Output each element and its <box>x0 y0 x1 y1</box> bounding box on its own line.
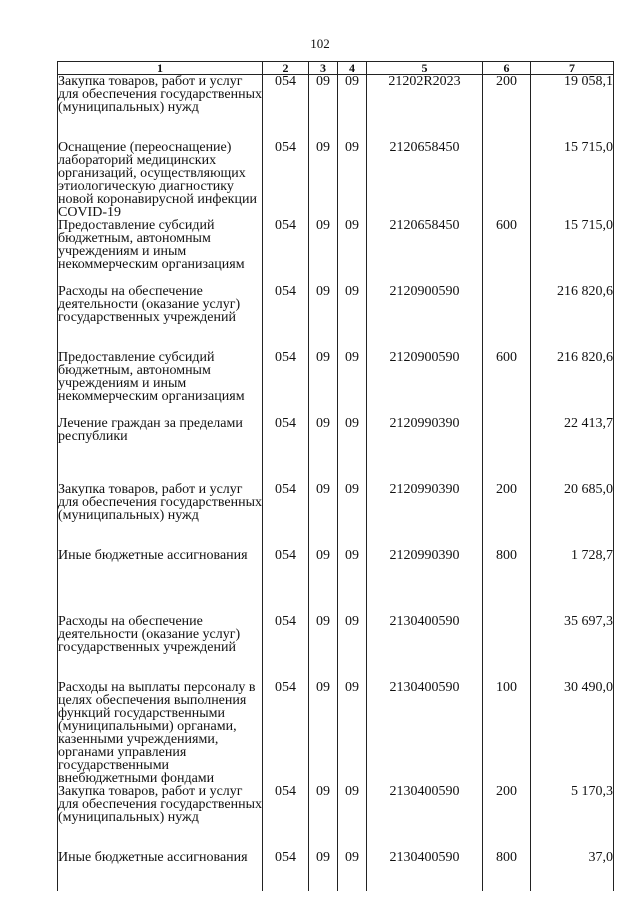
target-article-code: 2130400590 <box>367 681 483 785</box>
ministry-code: 054 <box>263 285 309 351</box>
target-article-code: 2120900590 <box>367 285 483 351</box>
target-article-code: 2130400590 <box>367 785 483 851</box>
column-header-7: 7 <box>531 62 614 75</box>
amount: 5 170,3 <box>531 785 614 851</box>
ministry-code: 054 <box>263 785 309 851</box>
subsection-code: 09 <box>338 851 367 891</box>
target-article-code: 2120658450 <box>367 141 483 219</box>
column-header-2: 2 <box>263 62 309 75</box>
page-number: 102 <box>310 36 330 51</box>
table-row <box>58 219 614 285</box>
row-name: Расходы на обеспечение деятельности (оказание услуг) государственных учреждений <box>58 285 263 351</box>
table-row <box>58 285 614 351</box>
row-name: Расходы на выплаты персоналу в целях обеспечения выполнения функций государственными (муниципальными) органами, казенными учреждениями, органами управления государственными внебюджетными фондами <box>58 681 263 785</box>
section-code: 09 <box>309 851 338 891</box>
subsection-code: 09 <box>338 75 367 142</box>
expense-type-code: 200 <box>483 785 531 851</box>
ministry-code: 054 <box>263 351 309 417</box>
target-article-code: 2130400590 <box>367 615 483 681</box>
section-code: 09 <box>309 417 338 483</box>
section-code: 09 <box>309 483 338 549</box>
expense-type-code <box>483 141 531 219</box>
amount: 216 820,6 <box>531 285 614 351</box>
subsection-code: 09 <box>338 681 367 785</box>
section-code: 09 <box>309 351 338 417</box>
amount: 30 490,0 <box>531 681 614 785</box>
row-name: Расходы на обеспечение деятельности (оказание услуг) государственных учреждений <box>58 615 263 681</box>
amount: 15 715,0 <box>531 141 614 219</box>
row-name: Закупка товаров, работ и услуг для обеспечения государственных (муниципальных) нужд <box>58 785 263 851</box>
subsection-code: 09 <box>338 141 367 219</box>
subsection-code: 09 <box>338 351 367 417</box>
budget-table <box>57 61 614 891</box>
column-header-4: 4 <box>338 62 367 75</box>
amount: 15 715,0 <box>531 219 614 285</box>
row-name: Предоставление субсидий бюджетным, автономным учреждениям и иным некоммерческим организациям <box>58 219 263 285</box>
amount: 22 413,7 <box>531 417 614 483</box>
subsection-code: 09 <box>338 615 367 681</box>
ministry-code: 054 <box>263 681 309 785</box>
column-header-1: 1 <box>58 62 263 75</box>
amount: 20 685,0 <box>531 483 614 549</box>
target-article-code: 2130400590 <box>367 851 483 891</box>
expense-type-code: 600 <box>483 351 531 417</box>
subsection-code: 09 <box>338 219 367 285</box>
row-name: Иные бюджетные ассигнования <box>58 549 263 615</box>
row-name: Закупка товаров, работ и услуг для обеспечения государственных (муниципальных) нужд <box>58 75 263 142</box>
row-name: Иные бюджетные ассигнования <box>58 851 263 891</box>
section-code: 09 <box>309 549 338 615</box>
subsection-code: 09 <box>338 785 367 851</box>
target-article-code: 2120990390 <box>367 483 483 549</box>
row-name: Предоставление субсидий бюджетным, автономным учреждениям и иным некоммерческим организациям <box>58 351 263 417</box>
expense-type-code: 800 <box>483 851 531 891</box>
ministry-code: 054 <box>263 549 309 615</box>
section-code: 09 <box>309 219 338 285</box>
target-article-code: 2120900590 <box>367 351 483 417</box>
table-row <box>58 549 614 615</box>
ministry-code: 054 <box>263 615 309 681</box>
expense-type-code: 200 <box>483 75 531 142</box>
expense-type-code <box>483 615 531 681</box>
amount: 35 697,3 <box>531 615 614 681</box>
table-row <box>58 681 614 785</box>
target-article-code: 2120990390 <box>367 549 483 615</box>
column-header-6: 6 <box>483 62 531 75</box>
section-code: 09 <box>309 615 338 681</box>
subsection-code: 09 <box>338 417 367 483</box>
table-row <box>58 785 614 851</box>
ministry-code: 054 <box>263 851 309 891</box>
table-row <box>58 141 614 219</box>
section-code: 09 <box>309 681 338 785</box>
subsection-code: 09 <box>338 483 367 549</box>
table-header-row <box>58 62 614 75</box>
target-article-code: 2120658450 <box>367 219 483 285</box>
ministry-code: 054 <box>263 483 309 549</box>
ministry-code: 054 <box>263 141 309 219</box>
expense-type-code <box>483 285 531 351</box>
amount: 216 820,6 <box>531 351 614 417</box>
section-code: 09 <box>309 785 338 851</box>
ministry-code: 054 <box>263 417 309 483</box>
target-article-code: 21202R2023 <box>367 75 483 142</box>
amount: 1 728,7 <box>531 549 614 615</box>
row-name: Оснащение (переоснащение) лабораторий медицинских организаций, осуществляющих этиологическую диагностику новой коронавирусной инфекции COVID-19 <box>58 141 263 219</box>
expense-type-code: 600 <box>483 219 531 285</box>
row-name: Закупка товаров, работ и услуг для обеспечения государственных (муниципальных) нужд <box>58 483 263 549</box>
ministry-code: 054 <box>263 75 309 142</box>
ministry-code: 054 <box>263 219 309 285</box>
row-name: Лечение граждан за пределами республики <box>58 417 263 483</box>
section-code: 09 <box>309 75 338 142</box>
column-header-5: 5 <box>367 62 483 75</box>
section-code: 09 <box>309 141 338 219</box>
column-header-3: 3 <box>309 62 338 75</box>
table-row <box>58 417 614 483</box>
table-row <box>58 615 614 681</box>
section-code: 09 <box>309 285 338 351</box>
expense-type-code: 200 <box>483 483 531 549</box>
subsection-code: 09 <box>338 549 367 615</box>
table-row <box>58 75 614 142</box>
target-article-code: 2120990390 <box>367 417 483 483</box>
table-row <box>58 351 614 417</box>
expense-type-code: 100 <box>483 681 531 785</box>
subsection-code: 09 <box>338 285 367 351</box>
expense-type-code: 800 <box>483 549 531 615</box>
table-row <box>58 483 614 549</box>
expense-type-code <box>483 417 531 483</box>
table-row <box>58 851 614 891</box>
amount: 19 058,1 <box>531 75 614 142</box>
amount: 37,0 <box>531 851 614 891</box>
